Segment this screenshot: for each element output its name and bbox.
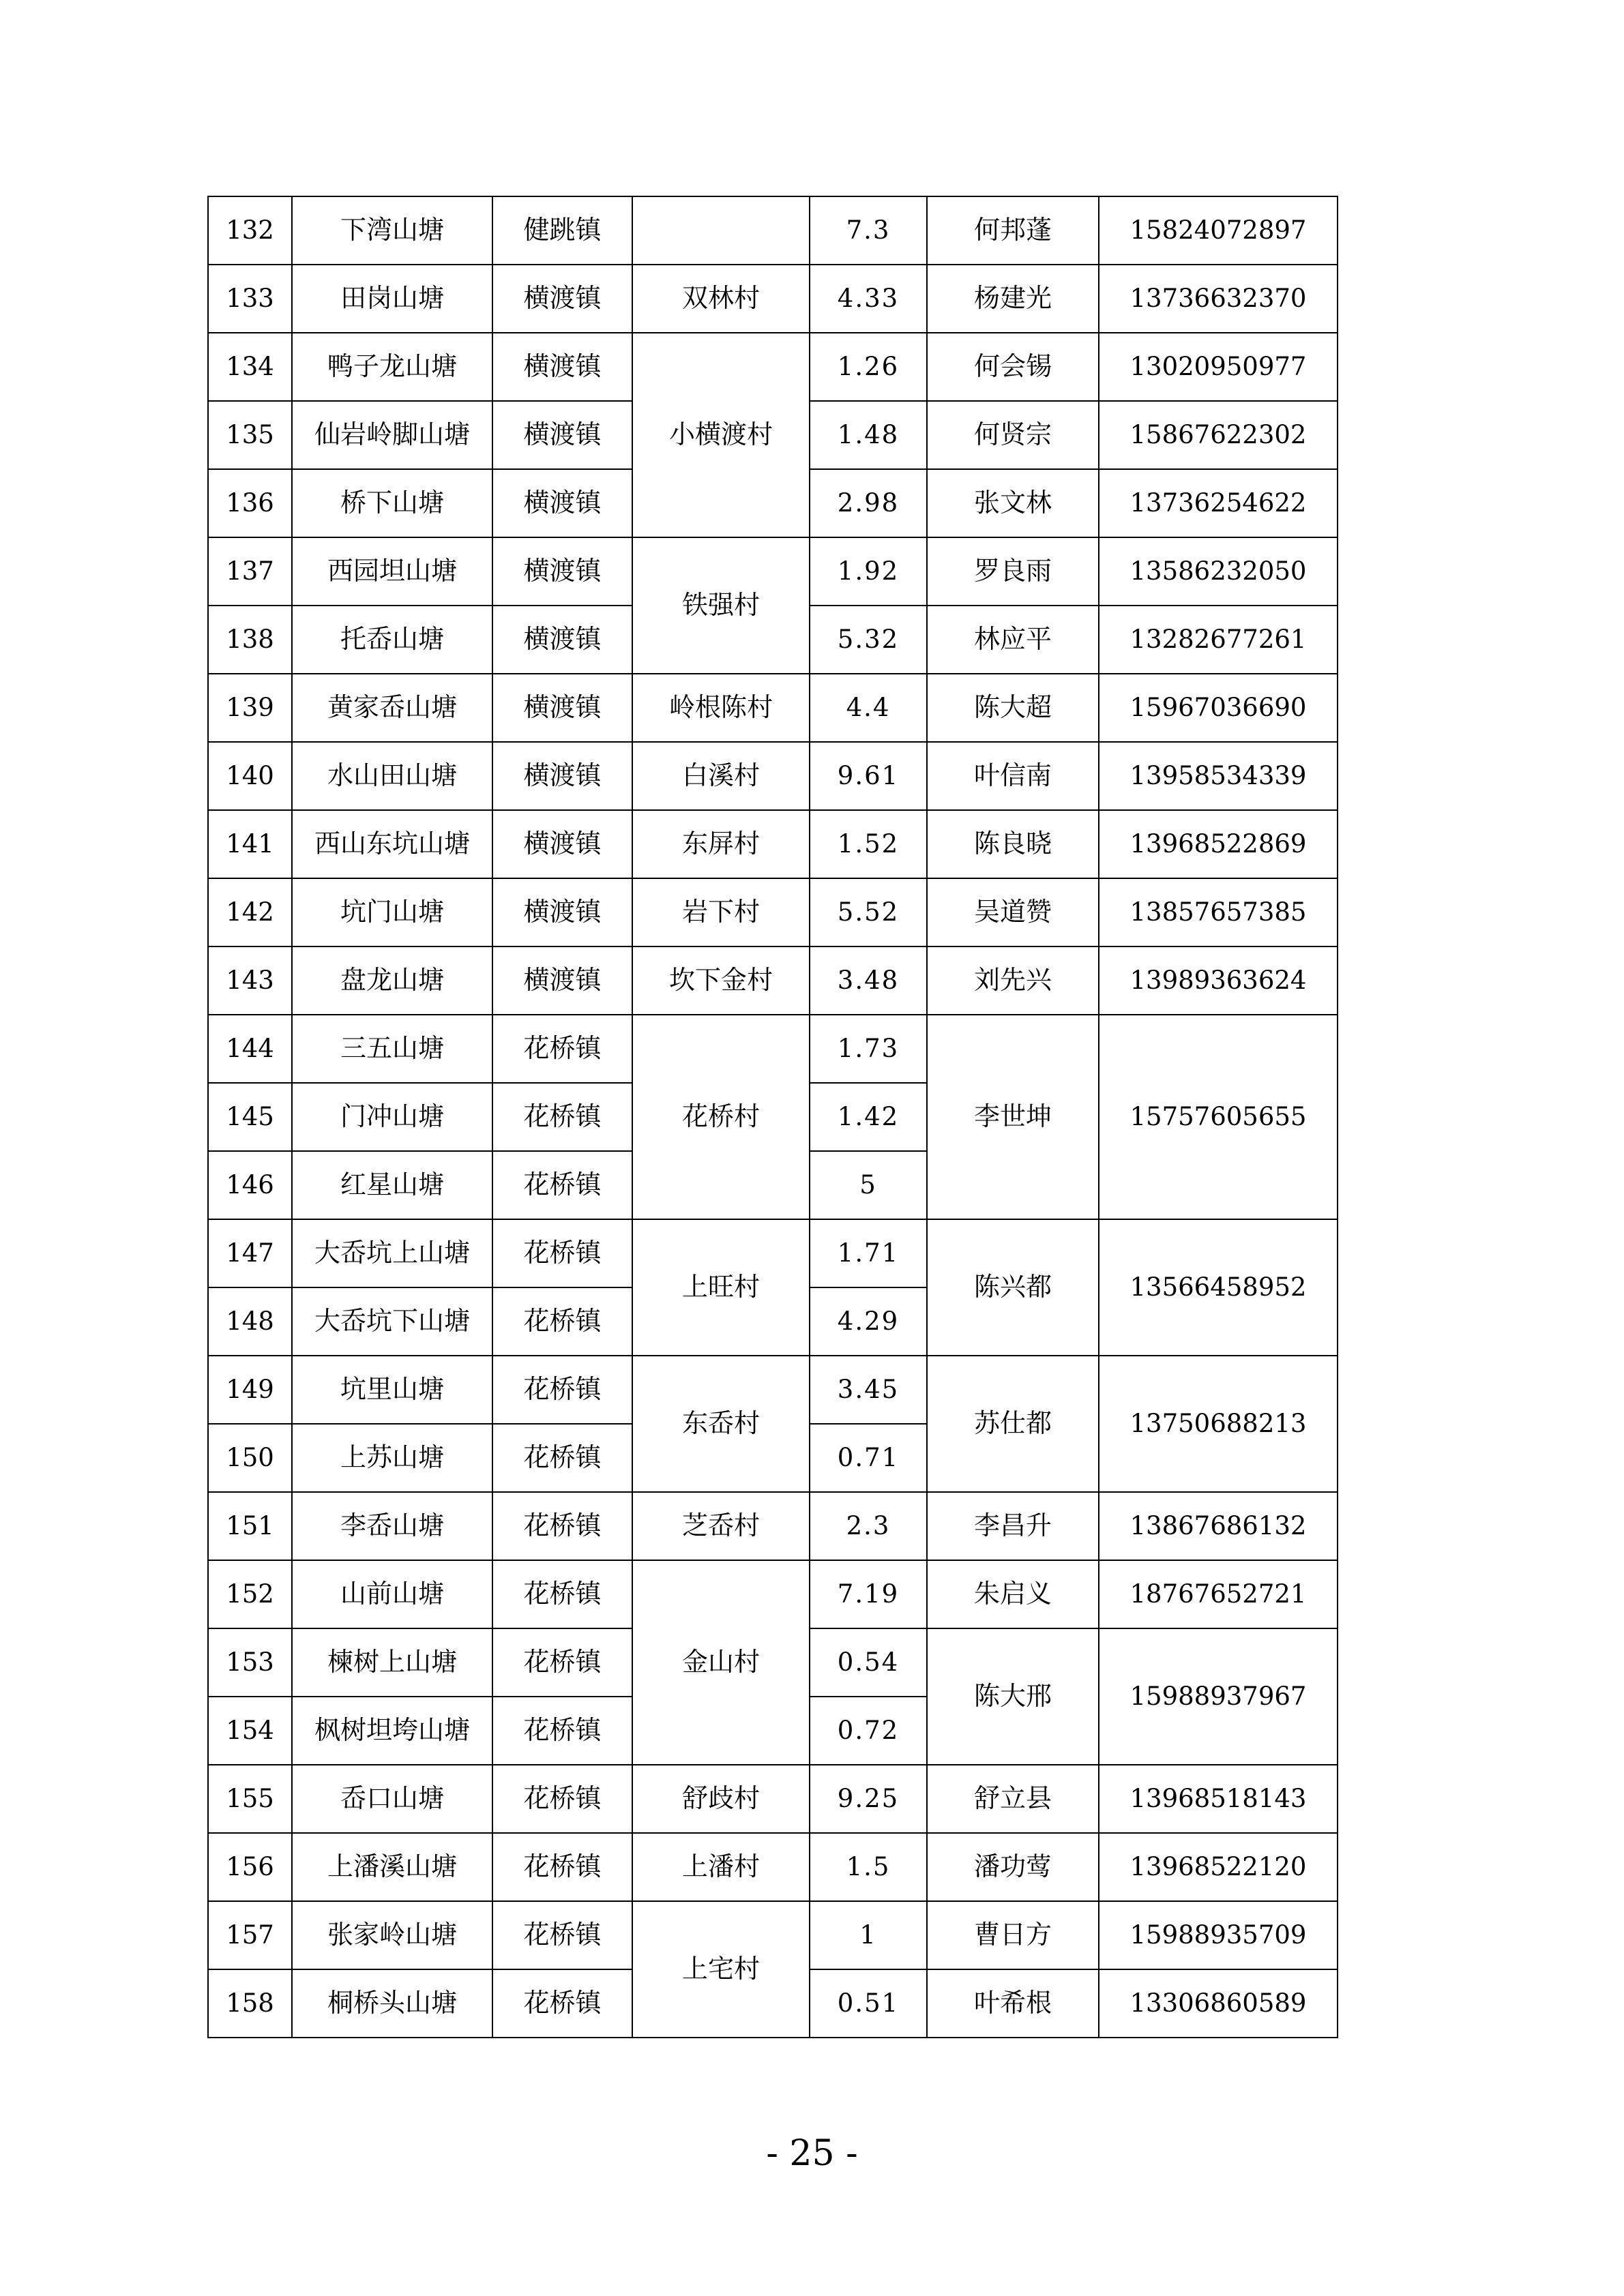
cell-contact: 李昌升	[927, 1492, 1099, 1560]
cell-index: 156	[208, 1833, 292, 1901]
cell-town: 花桥镇	[492, 1628, 632, 1697]
cell-area: 1.71	[810, 1219, 927, 1287]
cell-pond-name: 张家岭山塘	[292, 1901, 492, 1969]
cell-area: 1.5	[810, 1833, 927, 1901]
cell-area: 5.32	[810, 606, 927, 674]
cell-town: 花桥镇	[492, 1287, 632, 1356]
cell-contact: 何邦蓬	[927, 196, 1099, 265]
table-row	[208, 742, 1338, 810]
cell-index: 151	[208, 1492, 292, 1560]
cell-contact: 曹日方	[927, 1901, 1099, 1969]
cell-area: 0.72	[810, 1697, 927, 1765]
cell-area: 3.48	[810, 946, 927, 1015]
cell-pond-name: 大岙坑下山塘	[292, 1287, 492, 1356]
cell-town: 花桥镇	[492, 1356, 632, 1424]
cell-contact: 陈大超	[927, 674, 1099, 742]
cell-village: 铁强村	[632, 537, 810, 674]
cell-village: 双林村	[632, 265, 810, 333]
cell-index: 140	[208, 742, 292, 810]
cell-phone: 13750688213	[1099, 1356, 1338, 1492]
cell-phone: 15757605655	[1099, 1015, 1338, 1219]
cell-pond-name: 桐桥头山塘	[292, 1969, 492, 2038]
cell-phone: 13968518143	[1099, 1765, 1338, 1833]
cell-town: 横渡镇	[492, 606, 632, 674]
cell-index: 133	[208, 265, 292, 333]
cell-town: 花桥镇	[492, 1833, 632, 1901]
cell-phone: 13989363624	[1099, 946, 1338, 1015]
cell-phone: 13586232050	[1099, 537, 1338, 606]
cell-contact: 朱启义	[927, 1560, 1099, 1628]
cell-phone: 13020950977	[1099, 333, 1338, 401]
cell-contact: 刘先兴	[927, 946, 1099, 1015]
cell-town: 花桥镇	[492, 1560, 632, 1628]
table-row	[208, 1219, 1338, 1287]
cell-village: 上旺村	[632, 1219, 810, 1356]
cell-area: 1.42	[810, 1083, 927, 1151]
cell-index: 154	[208, 1697, 292, 1765]
cell-village: 白溪村	[632, 742, 810, 810]
cell-index: 136	[208, 469, 292, 537]
cell-index: 145	[208, 1083, 292, 1151]
cell-phone: 13566458952	[1099, 1219, 1338, 1356]
cell-contact: 陈良晓	[927, 810, 1099, 878]
cell-town: 花桥镇	[492, 1219, 632, 1287]
cell-village	[632, 196, 810, 265]
cell-pond-name: 红星山塘	[292, 1151, 492, 1219]
cell-index: 147	[208, 1219, 292, 1287]
cell-index: 153	[208, 1628, 292, 1697]
cell-town: 花桥镇	[492, 1697, 632, 1765]
cell-area: 7.3	[810, 196, 927, 265]
cell-phone: 13867686132	[1099, 1492, 1338, 1560]
table-row	[208, 196, 1338, 265]
cell-pond-name: 坑里山塘	[292, 1356, 492, 1424]
cell-contact: 张文林	[927, 469, 1099, 537]
cell-index: 144	[208, 1015, 292, 1083]
cell-index: 155	[208, 1765, 292, 1833]
cell-phone: 13282677261	[1099, 606, 1338, 674]
cell-village: 东岙村	[632, 1356, 810, 1492]
table-row	[208, 1492, 1338, 1560]
cell-pond-name: 岙口山塘	[292, 1765, 492, 1833]
cell-pond-name: 楝树上山塘	[292, 1628, 492, 1697]
cell-area: 0.51	[810, 1969, 927, 2038]
table-row	[208, 674, 1338, 742]
cell-town: 横渡镇	[492, 810, 632, 878]
cell-contact: 潘功莺	[927, 1833, 1099, 1901]
cell-phone: 18767652721	[1099, 1560, 1338, 1628]
cell-phone: 13968522869	[1099, 810, 1338, 878]
cell-town: 花桥镇	[492, 1765, 632, 1833]
cell-pond-name: 田岗山塘	[292, 265, 492, 333]
cell-contact: 何贤宗	[927, 401, 1099, 469]
cell-index: 143	[208, 946, 292, 1015]
table-row	[208, 1356, 1338, 1424]
cell-area: 0.54	[810, 1628, 927, 1697]
cell-village: 东屏村	[632, 810, 810, 878]
cell-contact: 林应平	[927, 606, 1099, 674]
cell-area: 7.19	[810, 1560, 927, 1628]
cell-contact: 吴道赞	[927, 878, 1099, 946]
cell-area: 1.48	[810, 401, 927, 469]
table-row	[208, 1015, 1338, 1083]
cell-phone: 13958534339	[1099, 742, 1338, 810]
cell-town: 健跳镇	[492, 196, 632, 265]
cell-contact: 陈大邢	[927, 1628, 1099, 1765]
cell-village: 上宅村	[632, 1901, 810, 2038]
cell-pond-name: 坑门山塘	[292, 878, 492, 946]
table-row	[208, 810, 1338, 878]
cell-area: 1.26	[810, 333, 927, 401]
cell-pond-name: 下湾山塘	[292, 196, 492, 265]
cell-town: 横渡镇	[492, 537, 632, 606]
table-row	[208, 333, 1338, 401]
cell-phone: 15988937967	[1099, 1628, 1338, 1765]
cell-contact: 苏仕都	[927, 1356, 1099, 1492]
cell-town: 横渡镇	[492, 401, 632, 469]
cell-area: 4.29	[810, 1287, 927, 1356]
cell-index: 138	[208, 606, 292, 674]
cell-pond-name: 水山田山塘	[292, 742, 492, 810]
cell-village: 上潘村	[632, 1833, 810, 1901]
cell-area: 1.73	[810, 1015, 927, 1083]
cell-pond-name: 山前山塘	[292, 1560, 492, 1628]
cell-pond-name: 李岙山塘	[292, 1492, 492, 1560]
cell-pond-name: 大岙坑上山塘	[292, 1219, 492, 1287]
cell-town: 花桥镇	[492, 1151, 632, 1219]
table-row	[208, 878, 1338, 946]
table-row	[208, 1765, 1338, 1833]
cell-index: 137	[208, 537, 292, 606]
cell-index: 150	[208, 1424, 292, 1492]
cell-phone: 13968522120	[1099, 1833, 1338, 1901]
cell-area: 2.3	[810, 1492, 927, 1560]
table-body	[208, 196, 1338, 2038]
cell-area: 1	[810, 1901, 927, 1969]
cell-town: 花桥镇	[492, 1492, 632, 1560]
cell-town: 横渡镇	[492, 674, 632, 742]
cell-village: 芝岙村	[632, 1492, 810, 1560]
table-row	[208, 1560, 1338, 1628]
cell-phone: 15867622302	[1099, 401, 1338, 469]
cell-index: 141	[208, 810, 292, 878]
cell-town: 横渡镇	[492, 878, 632, 946]
table-row	[208, 946, 1338, 1015]
cell-village: 岭根陈村	[632, 674, 810, 742]
reservoir-table	[207, 196, 1338, 2038]
cell-pond-name: 盘龙山塘	[292, 946, 492, 1015]
cell-contact: 何会锡	[927, 333, 1099, 401]
cell-index: 132	[208, 196, 292, 265]
table-row	[208, 1901, 1338, 1969]
cell-area: 2.98	[810, 469, 927, 537]
cell-area: 5	[810, 1151, 927, 1219]
cell-area: 4.33	[810, 265, 927, 333]
cell-village: 小横渡村	[632, 333, 810, 537]
cell-index: 148	[208, 1287, 292, 1356]
cell-pond-name: 桥下山塘	[292, 469, 492, 537]
cell-index: 146	[208, 1151, 292, 1219]
cell-area: 1.92	[810, 537, 927, 606]
cell-pond-name: 西山东坑山塘	[292, 810, 492, 878]
cell-area: 5.52	[810, 878, 927, 946]
cell-town: 横渡镇	[492, 265, 632, 333]
cell-contact: 李世坤	[927, 1015, 1099, 1219]
page-number: - 25 -	[766, 2133, 858, 2174]
cell-town: 横渡镇	[492, 742, 632, 810]
cell-pond-name: 黄家岙山塘	[292, 674, 492, 742]
cell-index: 134	[208, 333, 292, 401]
cell-pond-name: 西园坦山塘	[292, 537, 492, 606]
table-row	[208, 537, 1338, 606]
cell-phone: 15824072897	[1099, 196, 1338, 265]
cell-phone: 15967036690	[1099, 674, 1338, 742]
cell-town: 花桥镇	[492, 1901, 632, 1969]
cell-village: 坎下金村	[632, 946, 810, 1015]
cell-pond-name: 上潘溪山塘	[292, 1833, 492, 1901]
cell-pond-name: 上苏山塘	[292, 1424, 492, 1492]
cell-pond-name: 仙岩岭脚山塘	[292, 401, 492, 469]
cell-town: 花桥镇	[492, 1083, 632, 1151]
cell-pond-name: 托岙山塘	[292, 606, 492, 674]
cell-area: 3.45	[810, 1356, 927, 1424]
cell-area: 9.25	[810, 1765, 927, 1833]
cell-village: 舒歧村	[632, 1765, 810, 1833]
cell-village: 花桥村	[632, 1015, 810, 1219]
cell-contact: 叶信南	[927, 742, 1099, 810]
cell-index: 157	[208, 1901, 292, 1969]
table-row	[208, 1833, 1338, 1901]
cell-village: 金山村	[632, 1560, 810, 1765]
cell-contact: 舒立县	[927, 1765, 1099, 1833]
cell-index: 158	[208, 1969, 292, 2038]
cell-area: 0.71	[810, 1424, 927, 1492]
cell-index: 152	[208, 1560, 292, 1628]
cell-town: 花桥镇	[492, 1969, 632, 2038]
cell-town: 花桥镇	[492, 1015, 632, 1083]
cell-pond-name: 三五山塘	[292, 1015, 492, 1083]
cell-area: 1.52	[810, 810, 927, 878]
table-row	[208, 265, 1338, 333]
cell-village: 岩下村	[632, 878, 810, 946]
cell-index: 135	[208, 401, 292, 469]
cell-town: 横渡镇	[492, 946, 632, 1015]
cell-contact: 罗良雨	[927, 537, 1099, 606]
cell-index: 139	[208, 674, 292, 742]
cell-town: 横渡镇	[492, 469, 632, 537]
cell-index: 149	[208, 1356, 292, 1424]
cell-contact: 叶希根	[927, 1969, 1099, 2038]
cell-area: 9.61	[810, 742, 927, 810]
cell-phone: 15988935709	[1099, 1901, 1338, 1969]
cell-phone: 13736632370	[1099, 265, 1338, 333]
cell-index: 142	[208, 878, 292, 946]
cell-town: 横渡镇	[492, 333, 632, 401]
cell-phone: 13857657385	[1099, 878, 1338, 946]
cell-town: 花桥镇	[492, 1424, 632, 1492]
cell-contact: 杨建光	[927, 265, 1099, 333]
cell-phone: 13736254622	[1099, 469, 1338, 537]
cell-pond-name: 枫树坦垮山塘	[292, 1697, 492, 1765]
cell-area: 4.4	[810, 674, 927, 742]
cell-phone: 13306860589	[1099, 1969, 1338, 2038]
cell-contact: 陈兴都	[927, 1219, 1099, 1356]
cell-pond-name: 鸭子龙山塘	[292, 333, 492, 401]
cell-pond-name: 门冲山塘	[292, 1083, 492, 1151]
